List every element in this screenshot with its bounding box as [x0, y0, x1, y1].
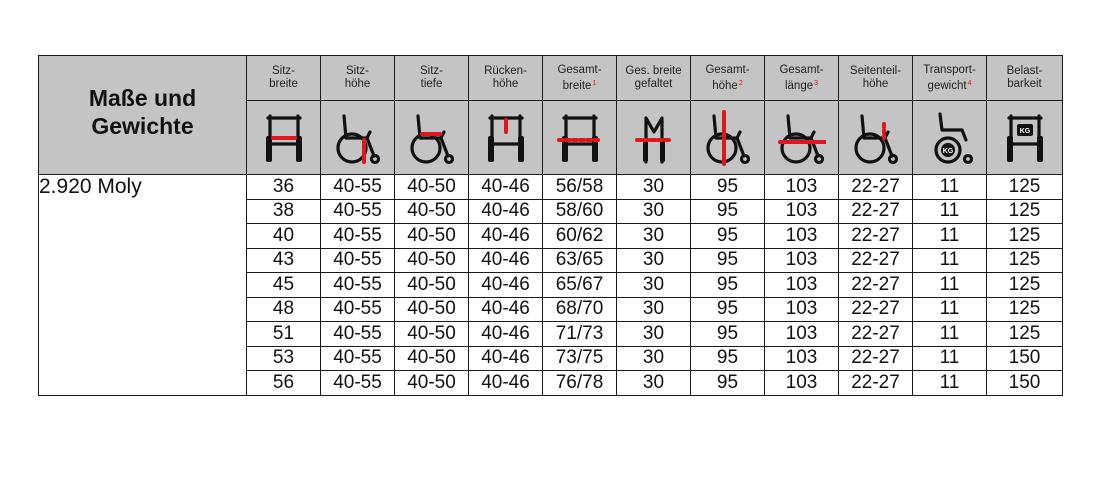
- table-cell: 40-46: [469, 322, 543, 347]
- table-cell: 40-55: [321, 199, 395, 224]
- column-header-line2: tiefe: [420, 78, 443, 90]
- table-cell: 95: [691, 322, 765, 347]
- seat-height-icon: [334, 110, 382, 166]
- table-cell: 103: [765, 248, 839, 273]
- column-header: [839, 56, 913, 101]
- table-cell: 95: [691, 199, 765, 224]
- column-header-line1: Transport-: [923, 63, 976, 76]
- column-icon-cell: [765, 101, 839, 175]
- column-header: [617, 56, 691, 101]
- table-cell: 30: [617, 199, 691, 224]
- table-cell: 22-27: [839, 346, 913, 371]
- table-cell: 125: [987, 322, 1063, 347]
- transport-weight-icon: [926, 110, 974, 166]
- table-cell: 58/60: [543, 199, 617, 224]
- column-icon-cell: [321, 101, 395, 175]
- table-cell: 71/73: [543, 322, 617, 347]
- table-cell: 103: [765, 346, 839, 371]
- column-icon-cell: [469, 101, 543, 175]
- column-header-line1: Seitenteil-: [849, 65, 902, 77]
- table-cell: 40-50: [395, 297, 469, 322]
- column-header-line2: höhe: [862, 78, 889, 90]
- column-icon-cell: [987, 101, 1063, 175]
- folded-width-icon: [630, 110, 678, 166]
- table-cell: 30: [617, 297, 691, 322]
- column-header-line2: länge: [784, 79, 814, 92]
- armrest-height-icon: [852, 110, 900, 166]
- table-body: [39, 175, 1063, 396]
- total-width-icon: [556, 110, 604, 166]
- table-cell: 38: [247, 199, 321, 224]
- table-cell: 125: [987, 199, 1063, 224]
- table-cell: 30: [617, 175, 691, 200]
- table-cell: 48: [247, 297, 321, 322]
- footnote-marker: 3: [814, 79, 819, 87]
- total-length-icon: [778, 110, 826, 166]
- table-cell: 56: [247, 371, 321, 396]
- table-cell: 125: [987, 175, 1063, 200]
- load-capacity-icon: [1001, 110, 1049, 166]
- table-cell: 95: [691, 297, 765, 322]
- column-header-line1: Sitz-: [272, 65, 295, 77]
- seat-width-icon: [260, 110, 308, 166]
- footnote-marker: 1: [592, 79, 597, 87]
- column-header-line1: Gesamt-: [557, 63, 602, 76]
- table-cell: 63/65: [543, 248, 617, 273]
- table-cell: 22-27: [839, 224, 913, 249]
- table-cell: 40-55: [321, 322, 395, 347]
- table-cell: 40-46: [469, 371, 543, 396]
- table-cell: 40-50: [395, 346, 469, 371]
- table-cell: 11: [913, 346, 987, 371]
- table-cell: 40-50: [395, 175, 469, 200]
- header-label-row: [39, 56, 1063, 101]
- footnote-marker: 2: [738, 79, 743, 87]
- column-header: [987, 56, 1063, 101]
- column-header-line1: Gesamt-: [779, 63, 824, 76]
- table-cell: 40-55: [321, 371, 395, 396]
- table-cell: 22-27: [839, 248, 913, 273]
- table-cell: 40-50: [395, 371, 469, 396]
- column-header: [765, 56, 839, 101]
- table-cell: 30: [617, 224, 691, 249]
- column-header: [543, 56, 617, 101]
- table-cell: 40-46: [469, 346, 543, 371]
- table-cell: 11: [913, 248, 987, 273]
- column-header-line2: gefaltet: [634, 78, 673, 90]
- table-cell: 40-50: [395, 273, 469, 298]
- table-cell: 40-50: [395, 199, 469, 224]
- table-cell: 30: [617, 322, 691, 347]
- table-cell: 45: [247, 273, 321, 298]
- column-header-line2: breite: [269, 78, 298, 90]
- table-cell: 103: [765, 322, 839, 347]
- column-header: [913, 56, 987, 101]
- table-cell: 150: [987, 346, 1063, 371]
- column-icon-cell: [543, 101, 617, 175]
- column-header-line2: höhe: [712, 79, 738, 92]
- column-icon-cell: [913, 101, 987, 175]
- table-cell: 103: [765, 273, 839, 298]
- column-header-line2: breite: [562, 79, 592, 92]
- table-cell: 103: [765, 199, 839, 224]
- table-cell: 40-46: [469, 297, 543, 322]
- table-cell: 95: [691, 224, 765, 249]
- table-cell: 40-46: [469, 175, 543, 200]
- table-cell: 22-27: [839, 175, 913, 200]
- table-cell: 40-55: [321, 297, 395, 322]
- table-cell: 40-55: [321, 273, 395, 298]
- column-icon-cell: [395, 101, 469, 175]
- table-cell: 11: [913, 322, 987, 347]
- table-cell: 53: [247, 346, 321, 371]
- table-cell: 11: [913, 273, 987, 298]
- column-header-line2: höhe: [344, 78, 371, 90]
- table-cell: 40-50: [395, 224, 469, 249]
- table-cell: 103: [765, 224, 839, 249]
- column-header-line1: Ges. breite: [625, 65, 682, 77]
- table-cell: 30: [617, 248, 691, 273]
- total-height-icon: [704, 110, 752, 166]
- backrest-height-icon: [482, 110, 530, 166]
- table-cell: 22-27: [839, 297, 913, 322]
- table-cell: 150: [987, 371, 1063, 396]
- table-cell: 76/78: [543, 371, 617, 396]
- table-cell: 40: [247, 224, 321, 249]
- title-line-2: Gewichte: [91, 113, 194, 139]
- table-cell: 125: [987, 248, 1063, 273]
- column-header-line1: Gesamt-: [705, 63, 750, 76]
- table-cell: 22-27: [839, 199, 913, 224]
- table-cell: 40-46: [469, 248, 543, 273]
- table-cell: 36: [247, 175, 321, 200]
- column-header: [691, 56, 765, 101]
- svg-text:KG: KG: [1019, 127, 1030, 135]
- column-icon-cell: [617, 101, 691, 175]
- table-cell: 30: [617, 371, 691, 396]
- table-cell: 103: [765, 371, 839, 396]
- title-line-1: Maße und: [88, 85, 197, 111]
- column-header-line2: höhe: [492, 78, 519, 90]
- table-cell: 11: [913, 175, 987, 200]
- table-cell: 125: [987, 297, 1063, 322]
- table-cell: 40-55: [321, 346, 395, 371]
- table-cell: 60/62: [543, 224, 617, 249]
- svg-text:KG: KG: [942, 147, 953, 155]
- table-cell: 125: [987, 224, 1063, 249]
- footnote-marker: 4: [967, 79, 972, 87]
- table-cell: 11: [913, 297, 987, 322]
- table-cell: 95: [691, 346, 765, 371]
- table-cell: 103: [765, 297, 839, 322]
- column-icon-cell: [839, 101, 913, 175]
- table-cell: 56/58: [543, 175, 617, 200]
- table-cell: 95: [691, 371, 765, 396]
- seat-depth-icon: [408, 110, 456, 166]
- table-cell: 95: [691, 175, 765, 200]
- column-header: [247, 56, 321, 101]
- table-cell: 68/70: [543, 297, 617, 322]
- column-header-line1: Rücken-: [484, 65, 527, 77]
- table-cell: 51: [247, 322, 321, 347]
- table-cell: 40-46: [469, 224, 543, 249]
- dimensions-table: [38, 55, 1063, 396]
- table-cell: 40-55: [321, 224, 395, 249]
- table-cell: 73/75: [543, 346, 617, 371]
- table-cell: 11: [913, 199, 987, 224]
- column-header-line1: Sitz-: [420, 65, 443, 77]
- column-icon-cell: [247, 101, 321, 175]
- table-cell: 95: [691, 248, 765, 273]
- column-header: [321, 56, 395, 101]
- table-cell: 40-46: [469, 199, 543, 224]
- column-header-line1: Belast-: [1006, 65, 1043, 77]
- table-cell: 30: [617, 273, 691, 298]
- column-header: [395, 56, 469, 101]
- table-cell: 22-27: [839, 371, 913, 396]
- table-cell: 40-55: [321, 248, 395, 273]
- table-cell: 40-50: [395, 248, 469, 273]
- table-cell: 30: [617, 346, 691, 371]
- column-icon-cell: [691, 101, 765, 175]
- column-header-line2: barkeit: [1007, 78, 1042, 90]
- table-cell: 40-55: [321, 175, 395, 200]
- table-cell: 40-50: [395, 322, 469, 347]
- column-header-line2: gewicht: [927, 79, 967, 92]
- table-cell: 43: [247, 248, 321, 273]
- table-cell: 40-46: [469, 273, 543, 298]
- column-header: [469, 56, 543, 101]
- table-cell: 125: [987, 273, 1063, 298]
- column-header-line1: Sitz-: [346, 65, 369, 77]
- table-title: [39, 56, 247, 175]
- table-cell: 22-27: [839, 322, 913, 347]
- table-row: [39, 175, 1063, 200]
- table-cell: 103: [765, 175, 839, 200]
- table-cell: 11: [913, 371, 987, 396]
- table-cell: 22-27: [839, 273, 913, 298]
- table-cell: 95: [691, 273, 765, 298]
- model-name: 2.920 Moly: [39, 175, 247, 396]
- table-cell: 11: [913, 224, 987, 249]
- table-cell: 65/67: [543, 273, 617, 298]
